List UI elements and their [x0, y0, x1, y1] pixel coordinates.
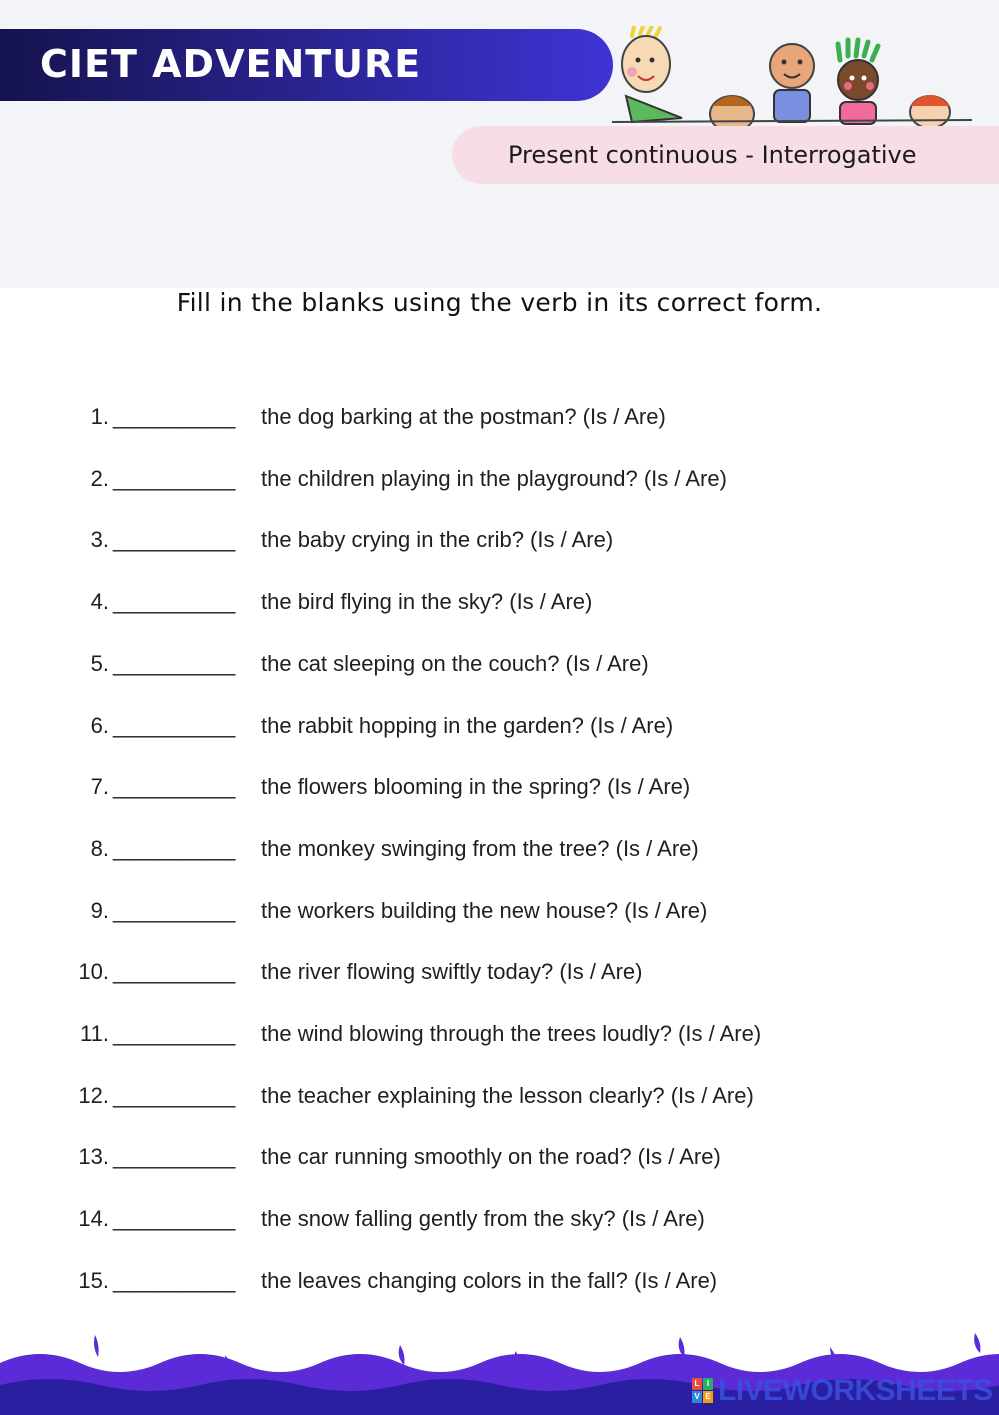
item-question: the children playing in the playground? (Is / Are) — [261, 465, 727, 491]
answer-blank[interactable]: __________ — [113, 1267, 236, 1293]
exercise-item — [0, 1076, 999, 1116]
item-question: the monkey swinging from the tree? (Is / Are) — [261, 835, 699, 861]
exercise-item — [0, 459, 999, 499]
exercise-item — [0, 397, 999, 437]
logo-letter: I — [703, 1378, 713, 1390]
item-question: the wind blowing through the trees loudly? (Is / Are) — [261, 1021, 762, 1046]
answer-blank[interactable]: __________ — [113, 1206, 236, 1232]
answer-blank[interactable]: __________ — [113, 404, 236, 429]
item-question: the leaves changing colors in the fall? (Is / Are) — [261, 1267, 718, 1293]
answer-blank[interactable]: __________ — [113, 712, 236, 738]
item-number: 10. — [78, 959, 109, 985]
kid-2-illustration — [710, 96, 754, 128]
item-question: the car running smoothly on the road? (Is / Are) — [261, 1144, 721, 1170]
answer-blank[interactable]: __________ — [113, 650, 236, 676]
item-number: 9. — [90, 897, 109, 923]
liveworksheets-wordmark: LIVEWORKSHEETS — [718, 1374, 993, 1407]
item-number: 15. — [78, 1267, 109, 1293]
children-illustration — [612, 26, 992, 128]
exercise-item — [0, 829, 999, 869]
topic-title: Present continuous - Interrogative — [508, 141, 917, 169]
item-number: 14. — [78, 1206, 109, 1232]
logo-letter: V — [692, 1391, 702, 1403]
answer-blank[interactable]: __________ — [113, 897, 236, 923]
item-question: the river flowing swiftly today? (Is / Are) — [261, 959, 643, 985]
kid-5-illustration — [910, 95, 950, 128]
item-number: 5. — [90, 650, 109, 676]
item-question: the bird flying in the sky? (Is / Are) — [261, 589, 593, 615]
item-number: 4. — [90, 589, 109, 615]
exercise-item — [0, 1137, 999, 1177]
item-number: 11. — [80, 1021, 109, 1046]
exercise-item — [0, 582, 999, 622]
answer-blank[interactable]: __________ — [113, 527, 236, 553]
item-number: 13. — [78, 1144, 109, 1170]
item-question: the dog barking at the postman? (Is / Are) — [261, 404, 666, 429]
liveworksheets-mark-icon — [692, 1378, 714, 1404]
item-number: 1. — [90, 404, 109, 429]
item-question: the flowers blooming in the spring? (Is / Are) — [261, 774, 691, 800]
kid-3-illustration — [770, 44, 814, 122]
answer-blank[interactable]: __________ — [113, 465, 236, 491]
answer-blank[interactable]: __________ — [113, 774, 236, 800]
brand-title: CIET ADVENTURE — [40, 42, 422, 86]
exercise-item — [0, 644, 999, 684]
item-number: 12. — [78, 1082, 109, 1108]
item-number: 2. — [90, 465, 109, 491]
instructions: Fill in the blanks using the verb in its correct form. — [176, 288, 823, 317]
exercise-item — [0, 706, 999, 746]
exercise-item — [0, 520, 999, 560]
item-number: 3. — [90, 527, 109, 553]
exercise-item — [0, 891, 999, 931]
item-number: 8. — [90, 835, 109, 861]
item-question: the workers building the new house? (Is / Are) — [261, 897, 708, 923]
item-question: the teacher explaining the lesson clearly? (Is / Are) — [261, 1082, 754, 1108]
logo-letter: L — [692, 1378, 702, 1390]
item-question: the rabbit hopping in the garden? (Is / Are) — [261, 712, 674, 738]
exercise-item — [0, 1014, 999, 1054]
exercise-item — [0, 1261, 999, 1301]
logo-letter: E — [703, 1391, 713, 1403]
answer-blank[interactable]: __________ — [113, 959, 236, 985]
exercise-item — [0, 767, 999, 807]
item-number: 7. — [90, 774, 109, 800]
answer-blank[interactable]: __________ — [113, 835, 236, 861]
item-question: the snow falling gently from the sky? (Is / Are) — [261, 1206, 705, 1232]
kid-1-illustration — [622, 26, 682, 122]
answer-blank[interactable]: __________ — [113, 589, 236, 615]
kid-4-illustration — [838, 40, 878, 124]
item-question: the baby crying in the crib? (Is / Are) — [261, 527, 614, 553]
answer-blank[interactable]: __________ — [113, 1021, 236, 1046]
answer-blank[interactable]: __________ — [113, 1082, 236, 1108]
item-number: 6. — [90, 712, 109, 738]
answer-blank[interactable]: __________ — [113, 1144, 236, 1170]
exercise-item — [0, 952, 999, 992]
item-question: the cat sleeping on the couch? (Is / Are) — [261, 650, 649, 676]
exercise-item — [0, 1199, 999, 1239]
